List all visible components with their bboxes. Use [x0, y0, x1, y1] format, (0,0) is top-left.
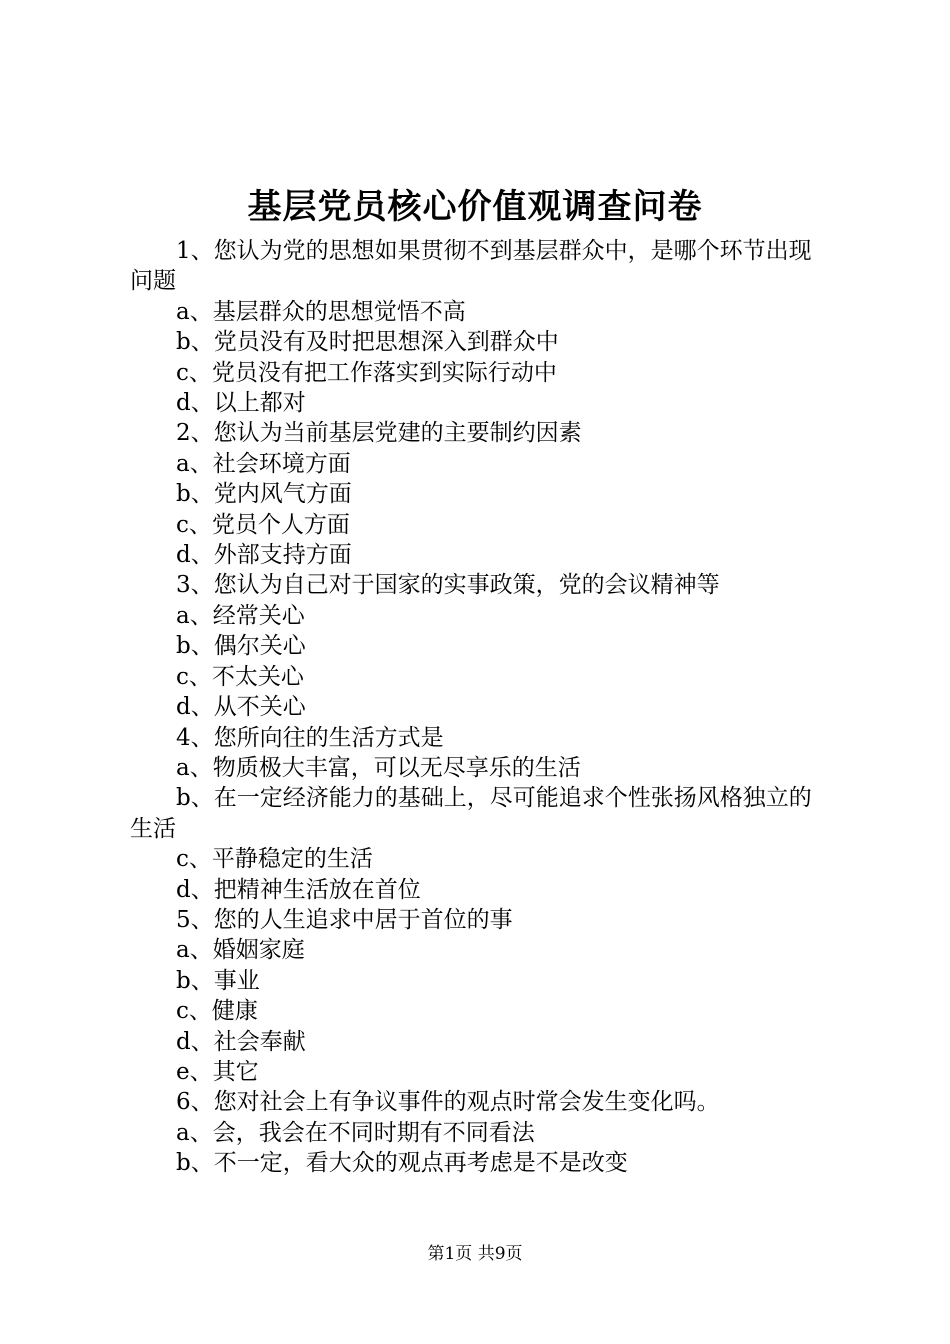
option-5a: a、婚姻家庭: [176, 937, 305, 964]
option-4d: d、把精神生活放在首位: [176, 876, 421, 903]
option-5e: e、其它: [176, 1058, 259, 1085]
question-5: 5、您的人生追求中居于首位的事: [176, 906, 513, 933]
question-2: 2、您认为当前基层党建的主要制约因素: [176, 420, 582, 447]
option-6a: a、会，我会在不同时期有不同看法: [176, 1119, 535, 1146]
question-3: 3、您认为自己对于国家的实事政策，党的会议精神等: [176, 572, 720, 599]
option-1d: d、以上都对: [176, 390, 306, 417]
option-3c: c、不太关心: [176, 663, 304, 690]
option-2b: b、党内风气方面: [176, 481, 352, 508]
option-1c: c、党员没有把工作落实到实际行动中: [176, 359, 557, 386]
option-5b: b、事业: [176, 967, 260, 994]
option-2d: d、外部支持方面: [176, 542, 352, 569]
option-6b: b、不一定，看大众的观点再考虑是不是改变: [176, 1150, 628, 1177]
question-1: 1、您认为党的思想如果贯彻不到基层群众中，是哪个环节出现问题: [130, 238, 812, 295]
page-footer: 第1页 共9页: [427, 1244, 523, 1264]
option-3b: b、偶尔关心: [176, 633, 306, 660]
question-4: 4、您所向往的生活方式是: [176, 724, 444, 751]
option-3d: d、从不关心: [176, 694, 306, 721]
document-body: [130, 236, 830, 1179]
option-1a: a、基层群众的思想觉悟不高: [176, 298, 466, 325]
option-5d: d、社会奉献: [176, 1028, 306, 1055]
option-4a: a、物质极大丰富，可以无尽享乐的生活: [176, 754, 581, 781]
question-6: 6、您对社会上有争议事件的观点时常会发生变化吗。: [176, 1089, 720, 1116]
document-title: 基层党员核心价值观调查问卷: [247, 187, 703, 227]
option-2c: c、党员个人方面: [176, 511, 350, 538]
option-4c: c、平静稳定的生活: [176, 846, 373, 873]
option-5c: c、健康: [176, 998, 258, 1025]
option-1b: b、党员没有及时把思想深入到群众中: [176, 329, 559, 356]
option-2a: a、社会环境方面: [176, 450, 351, 477]
option-4b: b、在一定经济能力的基础上，尽可能追求个性张扬风格独立的生活: [130, 785, 812, 842]
option-3a: a、经常关心: [176, 602, 305, 629]
